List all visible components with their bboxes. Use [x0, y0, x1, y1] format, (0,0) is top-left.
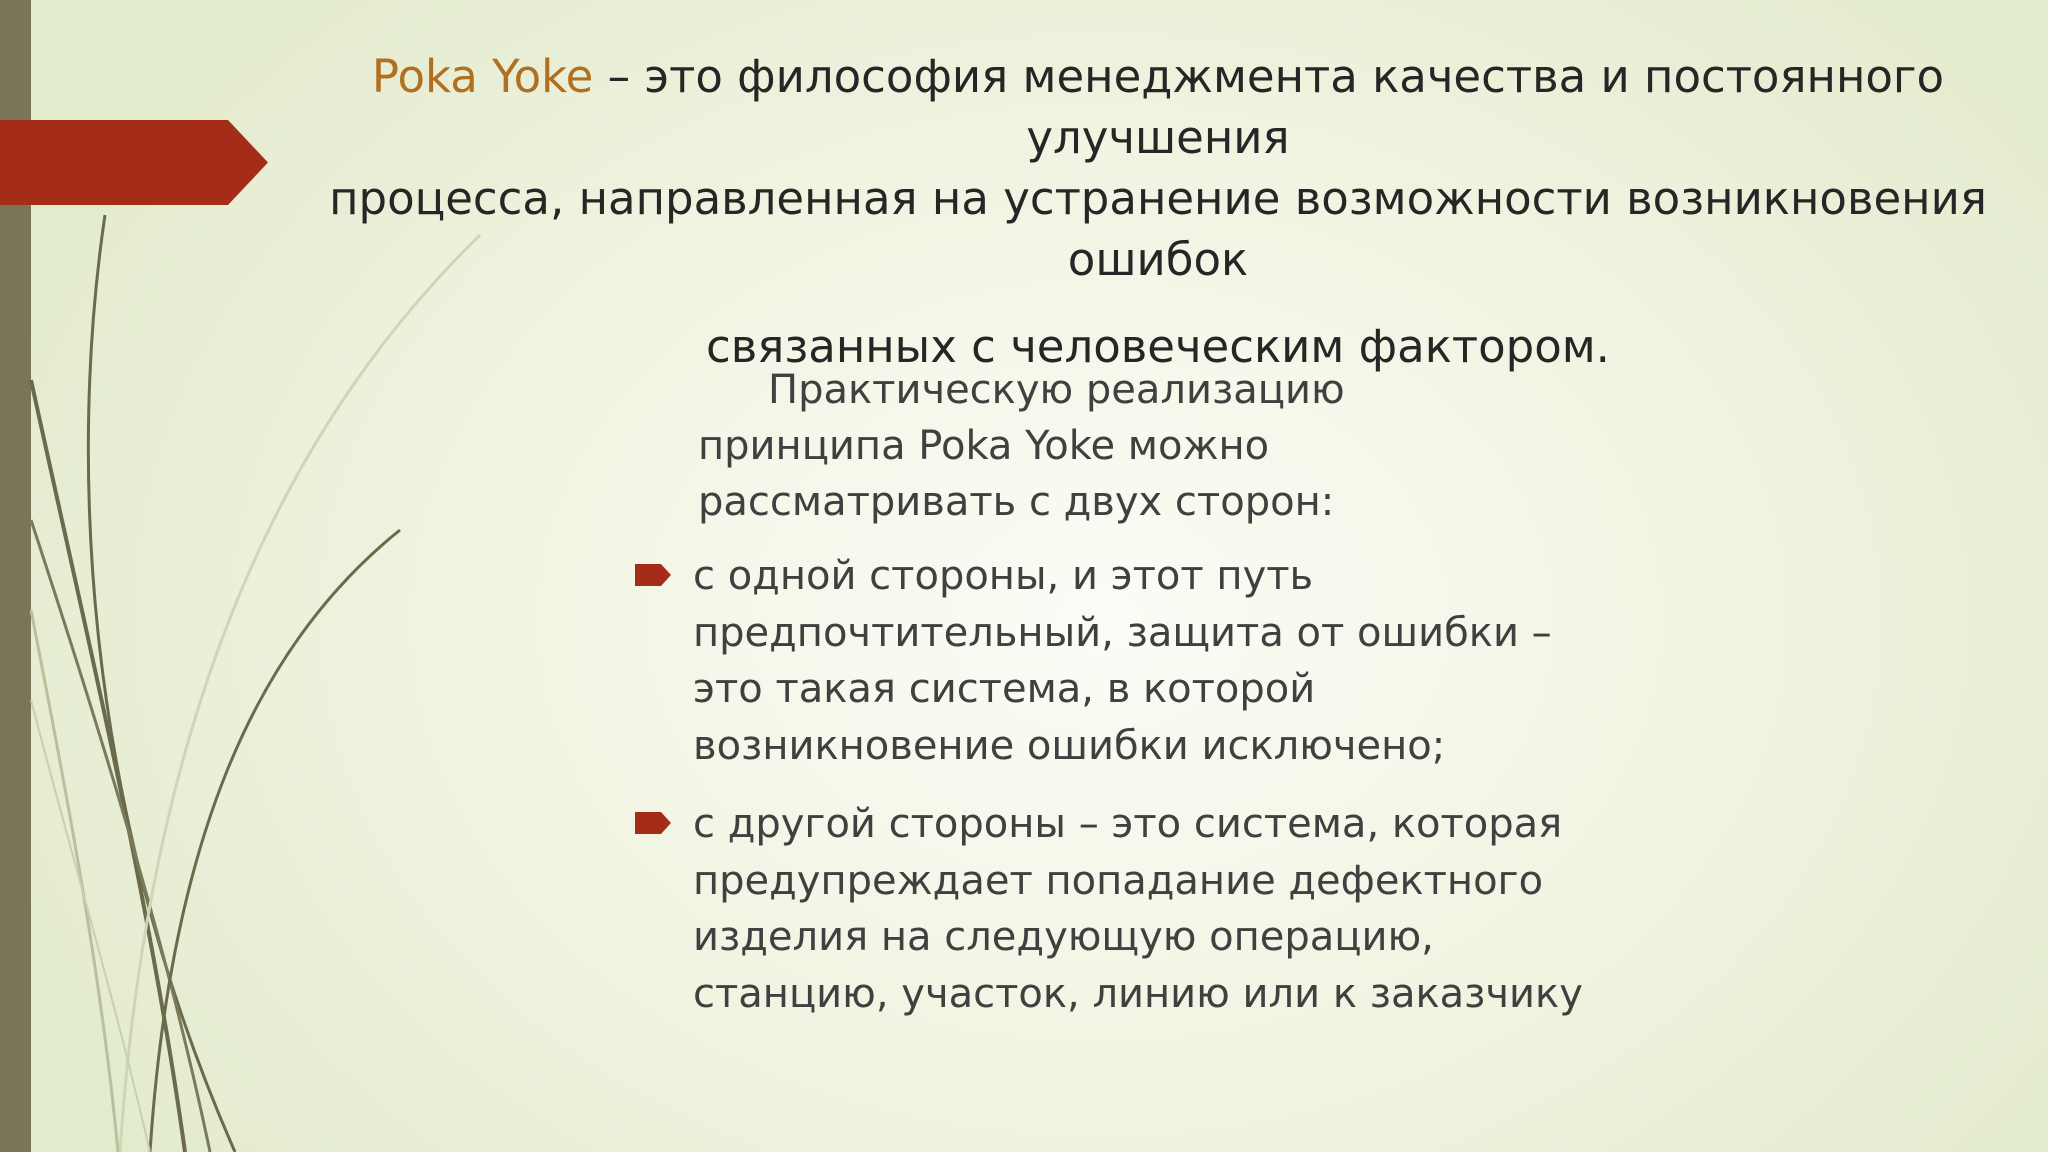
bullet-text-1: с одной стороны, и этот путь предпочтительный, защита от ошибки – это такая система, в которой возникновение ошибки исключено;	[693, 553, 1552, 769]
bullet-item-2	[635, 796, 1593, 1022]
content-body	[635, 362, 1635, 1044]
red-arrow-bullet-icon	[635, 812, 671, 834]
title-line-3: связанных с человеческим фактором.	[706, 320, 1610, 373]
bullet-text-2: с другой стороны – это система, которая предупреждает попадание дефектного изделия на следующую операцию, станцию, участок, линию или к заказчику	[693, 801, 1583, 1017]
intro-paragraph: Практическую реализацию принципа Poka Yoke можно рассматривать с двух сторон:	[698, 367, 1345, 525]
bullet-item-1	[635, 548, 1593, 774]
red-arrow-bullet-icon	[635, 564, 671, 586]
title-ribbon-arrow	[0, 120, 268, 205]
bullet-list	[635, 548, 1635, 1022]
title-line-2: процесса, направленная на устранение возможности возникновения ошибок	[329, 172, 1987, 286]
intro-wrap	[572, 362, 1555, 530]
slide-title	[288, 46, 2028, 377]
title-accent-poka-yoke: Poka Yoke	[371, 50, 594, 103]
title-line-1-rest: – это философия менеджмента качества и постоянного улучшения	[593, 50, 1945, 164]
